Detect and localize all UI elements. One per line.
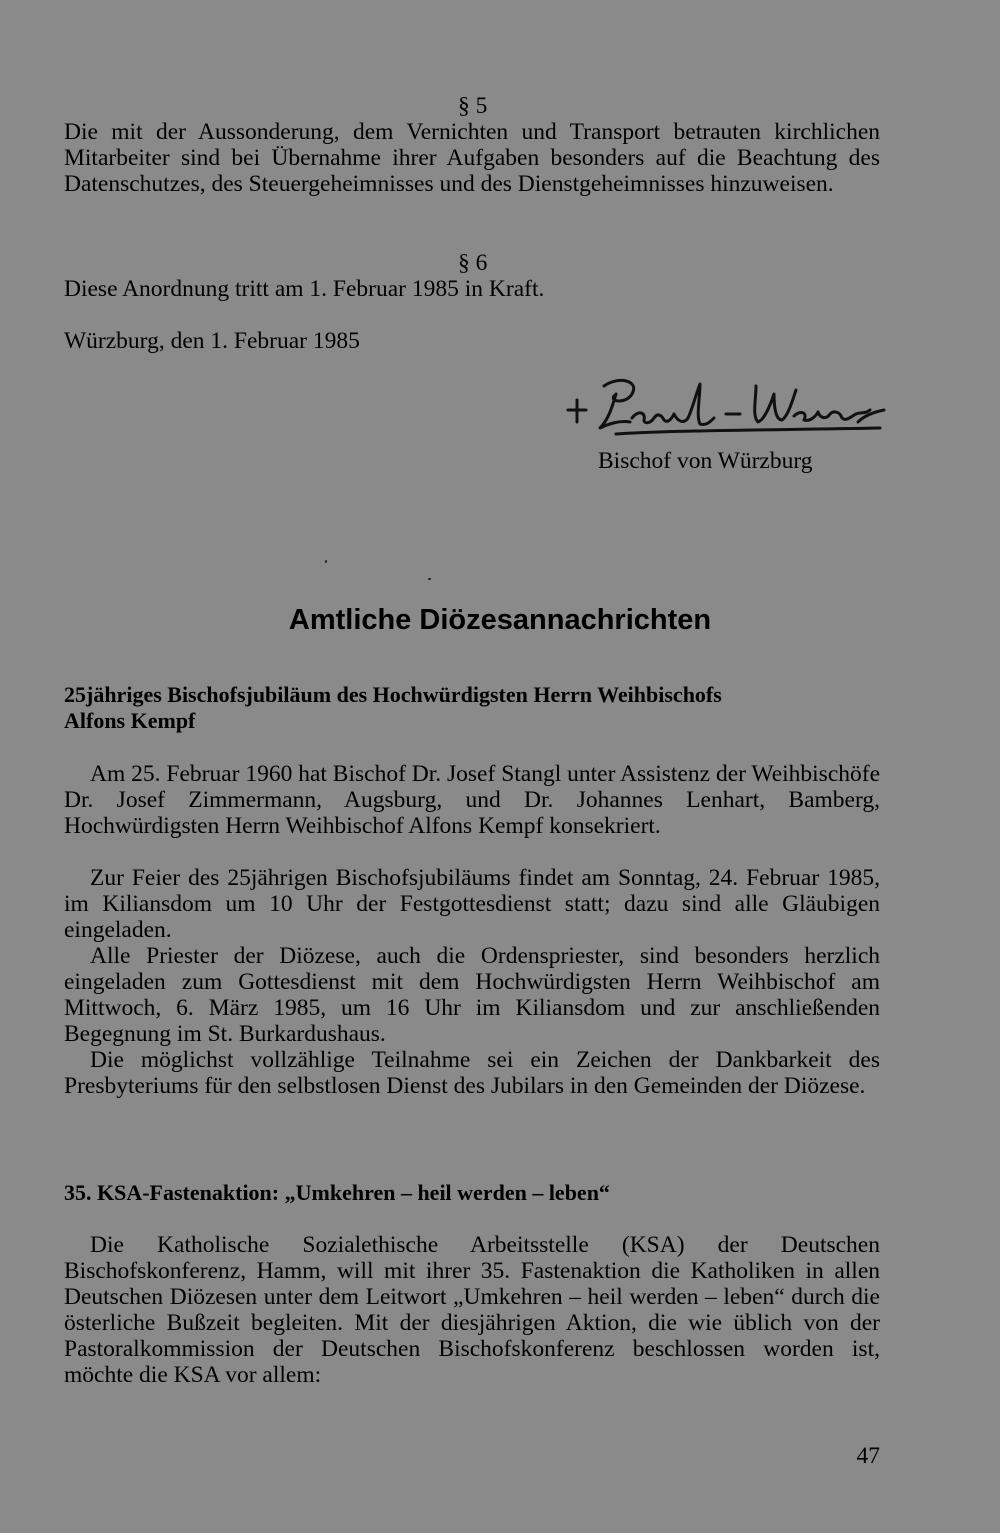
article-1-title-line-2: Alfons Kempf	[64, 708, 196, 733]
scan-speck	[325, 560, 327, 563]
section-6-label: § 6	[458, 250, 488, 276]
article-2-title: 35. KSA-Fastenaktion: „Umkehren – heil werden – leben“	[64, 1180, 610, 1205]
section-5-text: Die mit der Aussonderung, dem Vernichten und Transport betrauten kirchlichen Mitarbeiter sind bei Übernahme ihrer Aufgaben besonders auf die Beachtung des Datenschutzes, des Steuergeheimnisses und des Dienstgeheimnisses hinzuweisen.	[64, 119, 880, 197]
place-date: Würzburg, den 1. Februar 1985	[64, 328, 360, 354]
page-number: 47	[856, 1443, 880, 1469]
bishop-signature	[560, 372, 890, 442]
section-6-text: Diese Anordnung tritt am 1. Februar 1985 in Kraft.	[64, 276, 545, 302]
section-5-label: § 5	[458, 93, 488, 119]
article-1-paragraph-3: Alle Priester der Diözese, auch die Ordenspriester, sind besonders herzlich eingeladen zum Gottesdienst mit dem Hochwürdigsten Herrn Weihbischof am Mittwoch, 6. März 1985, um 16 Uhr im Kiliansdom und zur anschließenden Begegnung im St. Burkardushaus.	[64, 943, 880, 1047]
article-2-paragraph-1: Die Katholische Sozialethische Arbeitsstelle (KSA) der Deutschen Bischofskonferenz, Hamm, will mit ihrer 35. Fastenaktion die Katholiken in allen Deutschen Diözesen unter dem Leitwort „Umkehren – heil werden – leben“ durch die österliche Bußzeit begleiten. Mit der diesjährigen Aktion, die wie üblich von der Pastoralkommission der Deutschen Bischofskonferenz beschlossen worden ist, möchte die KSA vor allem:	[64, 1232, 880, 1388]
main-heading: Amtliche Diözesannachrichten	[288, 604, 712, 636]
signature-title: Bischof von Würzburg	[598, 448, 813, 474]
scan-speck	[428, 578, 431, 580]
article-1-title-line-1: 25jähriges Bischofsjubiläum des Hochwürdigsten Herrn Weihbischofs	[64, 682, 722, 707]
article-1-paragraph-4: Die möglichst vollzählige Teilnahme sei ein Zeichen der Dankbarkeit des Presbyteriums für den selbstlosen Dienst des Jubilars in den Gemeinden der Diözese.	[64, 1047, 880, 1099]
article-1-paragraph-2: Zur Feier des 25jährigen Bischofsjubiläums findet am Sonntag, 24. Februar 1985, im Kiliansdom um 10 Uhr der Festgottesdienst statt; dazu sind alle Gläubigen eingeladen.	[64, 865, 880, 943]
article-1-paragraph-1: Am 25. Februar 1960 hat Bischof Dr. Josef Stangl unter Assistenz der Weihbischöfe Dr. Josef Zimmermann, Augsburg, und Dr. Johannes Lenhart, Bamberg, Hochwürdigsten Herrn Weihbischof Alfons Kempf konsekriert.	[64, 761, 881, 839]
